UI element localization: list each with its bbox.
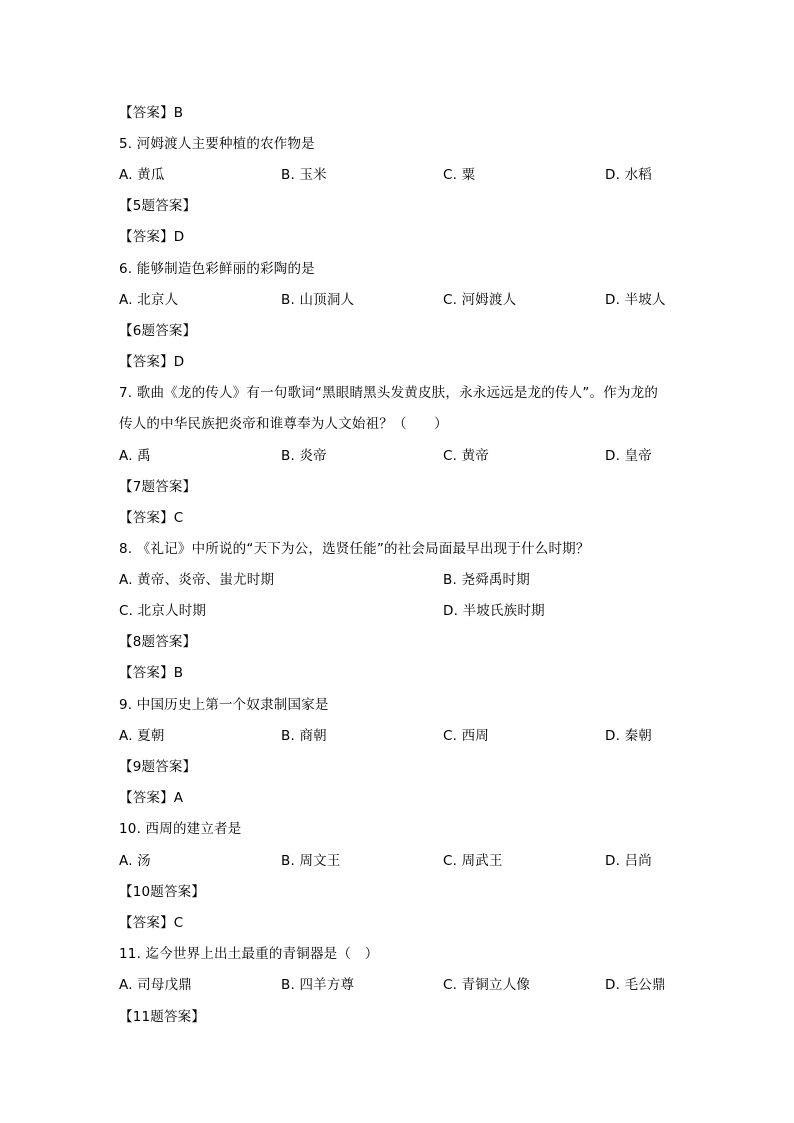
option-b: B. 尧舜禹时期	[443, 572, 530, 588]
question-9: 9. 中国历史上第一个奴隶制国家是	[119, 697, 329, 713]
option-d: D. 吕尚	[605, 853, 652, 869]
section-heading: 【6题答案】	[119, 323, 197, 339]
option-c: C. 西周	[443, 728, 490, 744]
option-d: D. 半坡人	[605, 292, 666, 308]
question-7-line-2: 传人的中华民族把炎帝和谁尊奉为人文始祖？（ ）	[119, 416, 448, 432]
section-heading: 【10题答案】	[119, 884, 206, 900]
option-d: D. 秦朝	[605, 728, 652, 744]
answer-line: 【答案】B	[119, 665, 184, 681]
question-6: 6. 能够制造色彩鲜丽的彩陶的是	[119, 261, 315, 277]
option-d: D. 水稻	[605, 167, 652, 183]
option-a: A. 禹	[119, 448, 151, 464]
option-b: B. 炎帝	[281, 448, 327, 464]
option-b: B. 四羊方尊	[281, 977, 355, 993]
question-11: 11. 迄今世界上出土最重的青铜器是（ ）	[119, 946, 379, 962]
question-10: 10. 西周的建立者是	[119, 821, 242, 837]
question-5: 5. 河姆渡人主要种植的农作物是	[119, 136, 315, 152]
option-c: C. 青铜立人像	[443, 977, 531, 993]
answer-line: 【答案】D	[119, 354, 185, 370]
question-8: 8. 《礼记》中所说的“天下为公，选贤任能”的社会局面最早出现于什么时期？	[119, 541, 590, 557]
option-c: C. 北京人时期	[119, 603, 207, 619]
option-c: C. 黄帝	[443, 448, 490, 464]
section-heading: 【5题答案】	[119, 198, 197, 214]
option-b: B. 玉米	[281, 167, 327, 183]
option-c: C. 周武王	[443, 853, 503, 869]
option-b: B. 山顶洞人	[281, 292, 355, 308]
answer-line: 【答案】A	[119, 790, 184, 806]
option-c: C. 粟	[443, 167, 476, 183]
option-b: B. 商朝	[281, 728, 327, 744]
option-a: A. 黄帝、炎帝、蚩尤时期	[119, 572, 275, 588]
section-heading: 【7题答案】	[119, 479, 197, 495]
section-heading: 【8题答案】	[119, 634, 197, 650]
section-heading: 【11题答案】	[119, 1009, 206, 1025]
answer-line: 【答案】B	[119, 105, 184, 121]
option-a: A. 司母戊鼎	[119, 977, 192, 993]
question-7-line-1: 7. 歌曲《龙的传人》有一句歌词“黑眼睛黑头发黄皮肤，永永远远是龙的传人”。作为龙的	[119, 385, 659, 401]
option-a: A. 黄瓜	[119, 167, 165, 183]
option-a: A. 北京人	[119, 292, 179, 308]
section-heading: 【9题答案】	[119, 759, 197, 775]
option-d: D. 半坡氏族时期	[443, 603, 545, 619]
option-d: D. 毛公鼎	[605, 977, 666, 993]
option-d: D. 皇帝	[605, 448, 652, 464]
answer-line: 【答案】D	[119, 229, 185, 245]
answer-line: 【答案】C	[119, 510, 184, 526]
option-a: A. 夏朝	[119, 728, 165, 744]
option-c: C. 河姆渡人	[443, 292, 517, 308]
option-b: B. 周文王	[281, 853, 341, 869]
option-a: A. 汤	[119, 853, 151, 869]
answer-line: 【答案】C	[119, 915, 184, 931]
